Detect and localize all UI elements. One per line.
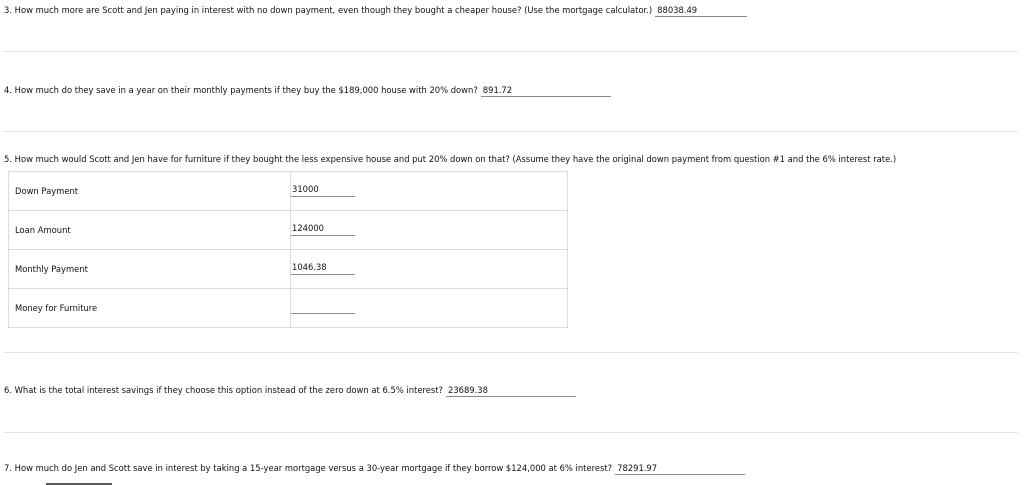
question-4-answer-field[interactable]: 891.72 [481,85,611,97]
row-value-cell [291,211,568,250]
question-5-text: 5. How much would Scott and Jen have for furniture if they bought the less expensive house and put 20% down on that? (Assume they have the original down payment from question #1 and the 6% interest rate.) [4,154,897,164]
row-value-cell [291,172,568,211]
monthly-payment-input[interactable]: 1046.38 [291,260,355,275]
question-3 [4,4,747,17]
separator [4,51,1018,52]
money-for-furniture-input[interactable] [291,299,355,314]
separator [4,432,1018,433]
row-label-money-for-furniture: Money for Furniture [9,289,291,328]
table-row [9,172,568,211]
separator [4,131,1018,132]
separator [4,352,1018,353]
question-3-text: 3. How much more are Scott and Jen paying in interest with no down payment, even though they bought a cheaper house? (Use the mortgage calculator.) [4,5,653,15]
question-6 [4,384,576,397]
question-6-text: 6. What is the total interest savings if they choose this option instead of the zero down at 6.5% interest? [4,385,443,395]
table-row [9,289,568,328]
down-payment-input[interactable]: 31000 [291,182,355,197]
question-4 [4,84,611,97]
question-7-text: 7. How much do Jen and Scott save in interest by taking a 15-year mortgage versus a 30-year mortgage if they borrow $124,000 at 6% interest? [4,463,613,473]
question-4-text: 4. How much do they save in a year on their monthly payments if they buy the $189,000 house with 20% down? [4,85,478,95]
row-value-cell [291,289,568,328]
table-row [9,211,568,250]
question-6-answer-field[interactable]: 23689.38 [446,385,576,397]
question-5 [4,153,896,165]
row-label-monthly-payment: Monthly Payment [9,250,291,289]
row-label-loan-amount: Loan Amount [9,211,291,250]
question-3-answer-field[interactable]: 88038.49 [655,5,747,17]
loan-amount-input[interactable]: 124000 [291,221,355,236]
row-label-down-payment: Down Payment [9,172,291,211]
furniture-table [8,171,568,328]
question-7-answer-field[interactable]: 78291.97 [615,463,745,475]
question-7 [4,462,745,475]
table-row [9,250,568,289]
row-value-cell [291,250,568,289]
